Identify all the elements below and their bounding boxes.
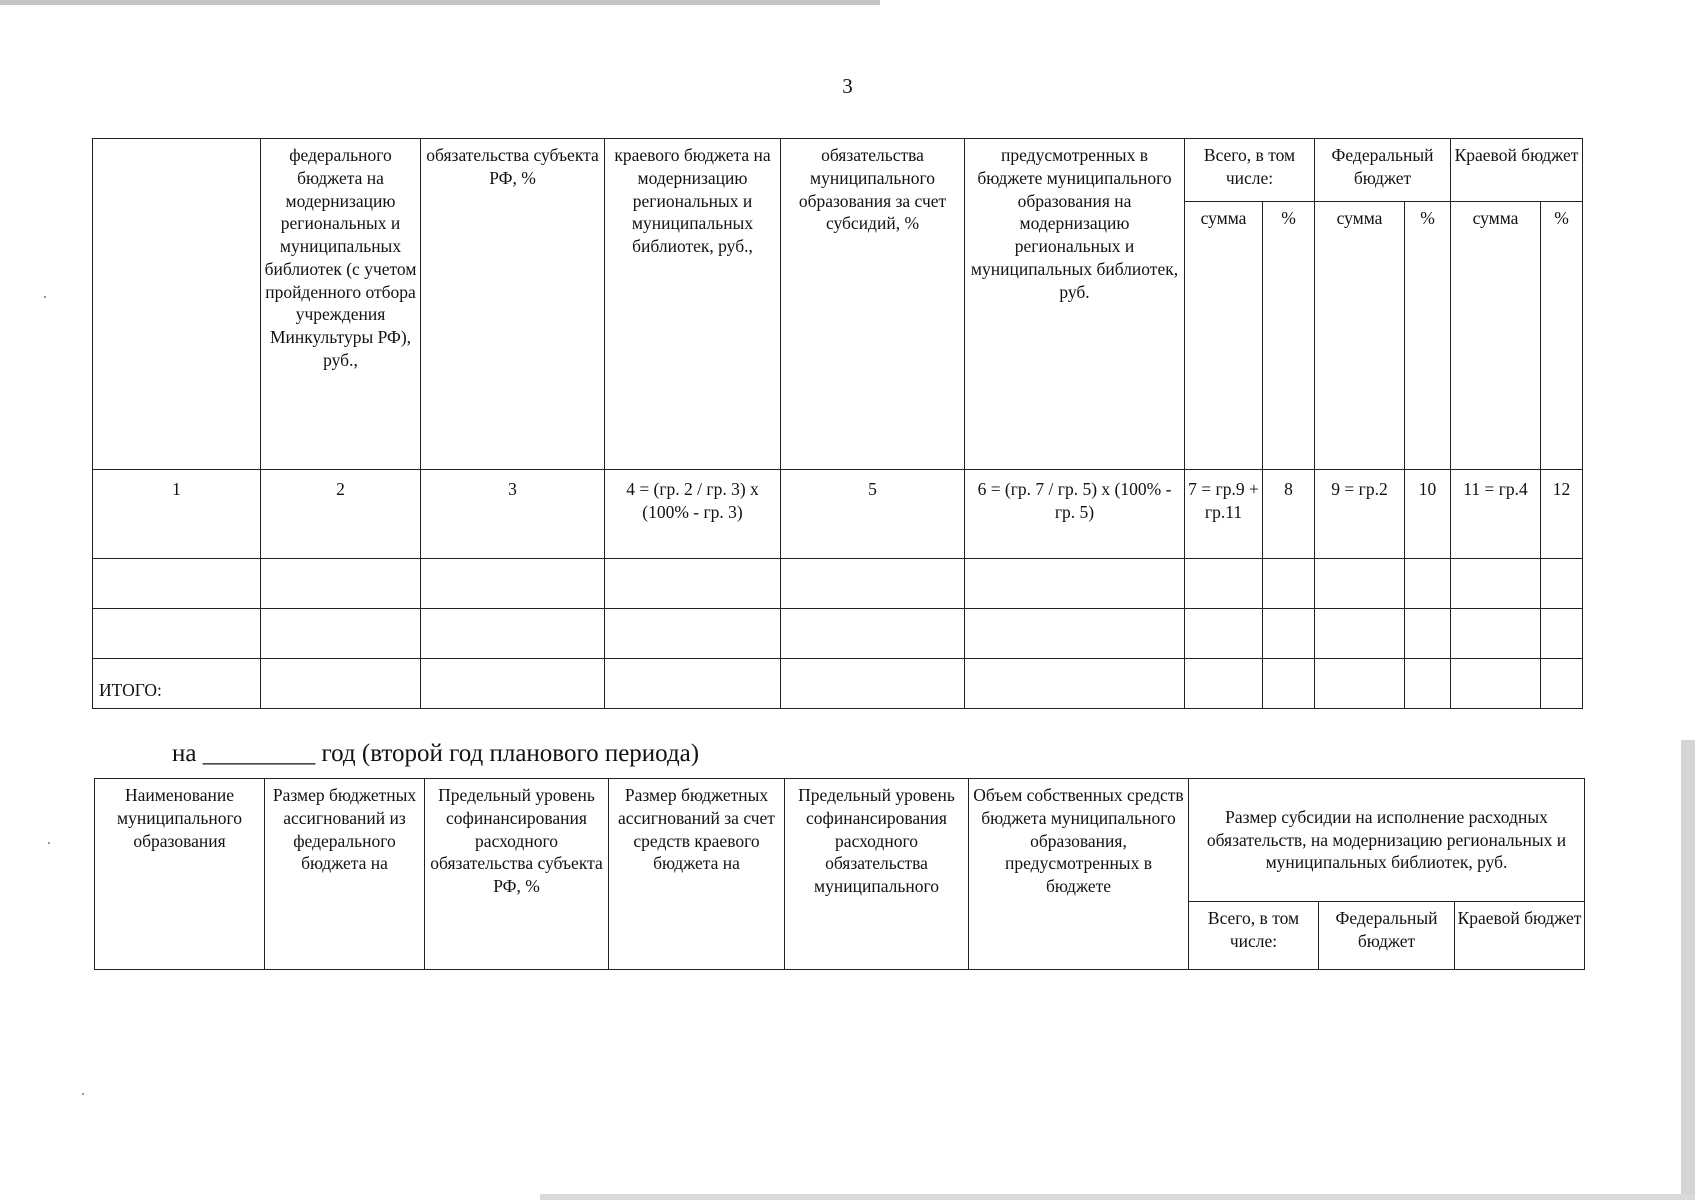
empty-cell xyxy=(965,609,1185,659)
caption-suffix: год (второй год планового периода) xyxy=(321,740,700,767)
header-row xyxy=(95,779,1585,902)
empty-cell xyxy=(261,659,421,709)
empty-cell xyxy=(1315,609,1405,659)
empty-cell xyxy=(1451,609,1541,659)
empty-cell xyxy=(421,609,605,659)
header-cell-name-continued xyxy=(93,139,261,470)
sub-header-sum: сумма xyxy=(1315,202,1405,470)
header-cell-municipal-obligation: обязательства муниципального образования за счет субсидий, % xyxy=(781,139,965,470)
empty-cell xyxy=(1263,559,1315,609)
empty-cell xyxy=(1405,659,1451,709)
scan-speck xyxy=(48,842,50,844)
empty-cell xyxy=(965,659,1185,709)
empty-cell xyxy=(421,659,605,709)
empty-cell xyxy=(965,559,1185,609)
empty-cell xyxy=(1263,609,1315,659)
empty-cell xyxy=(1185,659,1263,709)
total-row xyxy=(93,659,1583,709)
empty-cell xyxy=(1185,559,1263,609)
empty-cell xyxy=(93,559,261,609)
header-cell-subsidy-amount: Размер субсидии на исполнение расходных обязательств, на модернизацию региональных и муниципальных библиотек, руб. xyxy=(1189,779,1585,902)
empty-cell xyxy=(605,659,781,709)
sub-header-sum: сумма xyxy=(1185,202,1263,470)
year-blank: _________ xyxy=(202,740,316,767)
empty-cell xyxy=(261,559,421,609)
header-cell-own-funds: предусмотренных в бюджете муниципального образования на модернизацию региональных и муниципальных библиотек, руб. xyxy=(965,139,1185,470)
empty-cell xyxy=(1541,659,1583,709)
scan-speck xyxy=(44,296,46,298)
page-number: 3 xyxy=(842,74,853,98)
table-row xyxy=(93,559,1583,609)
empty-cell xyxy=(1541,609,1583,659)
sub-header-regional-budget: Краевой бюджет xyxy=(1455,902,1585,970)
empty-cell xyxy=(605,559,781,609)
column-number: 7 = гр.9 + гр.11 xyxy=(1185,470,1263,559)
empty-cell xyxy=(93,609,261,659)
header-cell-regional-budget: Краевой бюджет xyxy=(1451,139,1583,202)
empty-cell xyxy=(1185,609,1263,659)
column-number: 1 xyxy=(93,470,261,559)
column-number: 3 xyxy=(421,470,605,559)
empty-cell xyxy=(605,609,781,659)
empty-cell xyxy=(1405,609,1451,659)
column-number: 6 = (гр. 7 / гр. 5) х (100% - гр. 5) xyxy=(965,470,1185,559)
empty-cell xyxy=(1451,559,1541,609)
empty-cell xyxy=(1263,659,1315,709)
header-cell-municipal-cofinancing-limit: Предельный уровень софинансирования расходного обязательства муниципального xyxy=(785,779,969,970)
header-cell-subject-obligation: обязательства субъекта РФ, % xyxy=(421,139,605,470)
column-number-row xyxy=(93,470,1583,559)
header-row xyxy=(93,139,1583,202)
column-number: 4 = (гр. 2 / гр. 3) х (100% - гр. 3) xyxy=(605,470,781,559)
header-cell-federal-budget: Федеральный бюджет xyxy=(1315,139,1451,202)
column-number: 9 = гр.2 xyxy=(1315,470,1405,559)
empty-cell xyxy=(781,559,965,609)
scan-edge-bottom xyxy=(540,1194,1695,1200)
period-caption xyxy=(172,740,699,768)
empty-cell xyxy=(781,609,965,659)
column-number: 5 xyxy=(781,470,965,559)
table-row xyxy=(93,609,1583,659)
sub-header-sum: сумма xyxy=(1451,202,1541,470)
sub-header-percent: % xyxy=(1541,202,1583,470)
subsidy-table-second-year xyxy=(94,778,1585,970)
header-cell-total: Всего, в том числе: xyxy=(1185,139,1315,202)
empty-cell xyxy=(1315,659,1405,709)
column-number: 10 xyxy=(1405,470,1451,559)
scan-edge-right xyxy=(1681,740,1695,1200)
sub-header-total: Всего, в том числе: xyxy=(1189,902,1319,970)
empty-cell xyxy=(261,609,421,659)
header-cell-federal-allocations: федерального бюджета на модернизацию региональных и муниципальных библиотек (с учетом пройденного отбора учреждения Минкультуры РФ), руб., xyxy=(261,139,421,470)
column-number: 12 xyxy=(1541,470,1583,559)
header-cell-municipality-name: Наименование муниципального образования xyxy=(95,779,265,970)
empty-cell xyxy=(421,559,605,609)
header-cell-subject-cofinancing-limit: Предельный уровень софинансирования расходного обязательства субъекта РФ, % xyxy=(425,779,609,970)
header-cell-regional-allocations: Размер бюджетных ассигнований за счет средств краевого бюджета на xyxy=(609,779,785,970)
empty-cell xyxy=(1405,559,1451,609)
sub-header-percent: % xyxy=(1263,202,1315,470)
empty-cell xyxy=(1541,559,1583,609)
header-cell-own-funds: Объем собственных средств бюджета муниципального образования, предусмотренных в бюджете xyxy=(969,779,1189,970)
column-number: 2 xyxy=(261,470,421,559)
sub-header-federal-budget: Федеральный бюджет xyxy=(1319,902,1455,970)
total-label: ИТОГО: xyxy=(93,659,261,709)
sub-header-percent: % xyxy=(1405,202,1451,470)
empty-cell xyxy=(1315,559,1405,609)
empty-cell xyxy=(781,659,965,709)
column-number: 11 = гр.4 xyxy=(1451,470,1541,559)
scan-edge-top xyxy=(0,0,880,5)
header-cell-regional-allocations: краевого бюджета на модернизацию региональных и муниципальных библиотек, руб., xyxy=(605,139,781,470)
subsidy-table-continued xyxy=(92,138,1583,709)
header-cell-federal-allocations: Размер бюджетных ассигнований из федерального бюджета на xyxy=(265,779,425,970)
caption-prefix: на xyxy=(172,740,197,767)
scan-speck xyxy=(82,1093,84,1095)
column-number: 8 xyxy=(1263,470,1315,559)
empty-cell xyxy=(1451,659,1541,709)
